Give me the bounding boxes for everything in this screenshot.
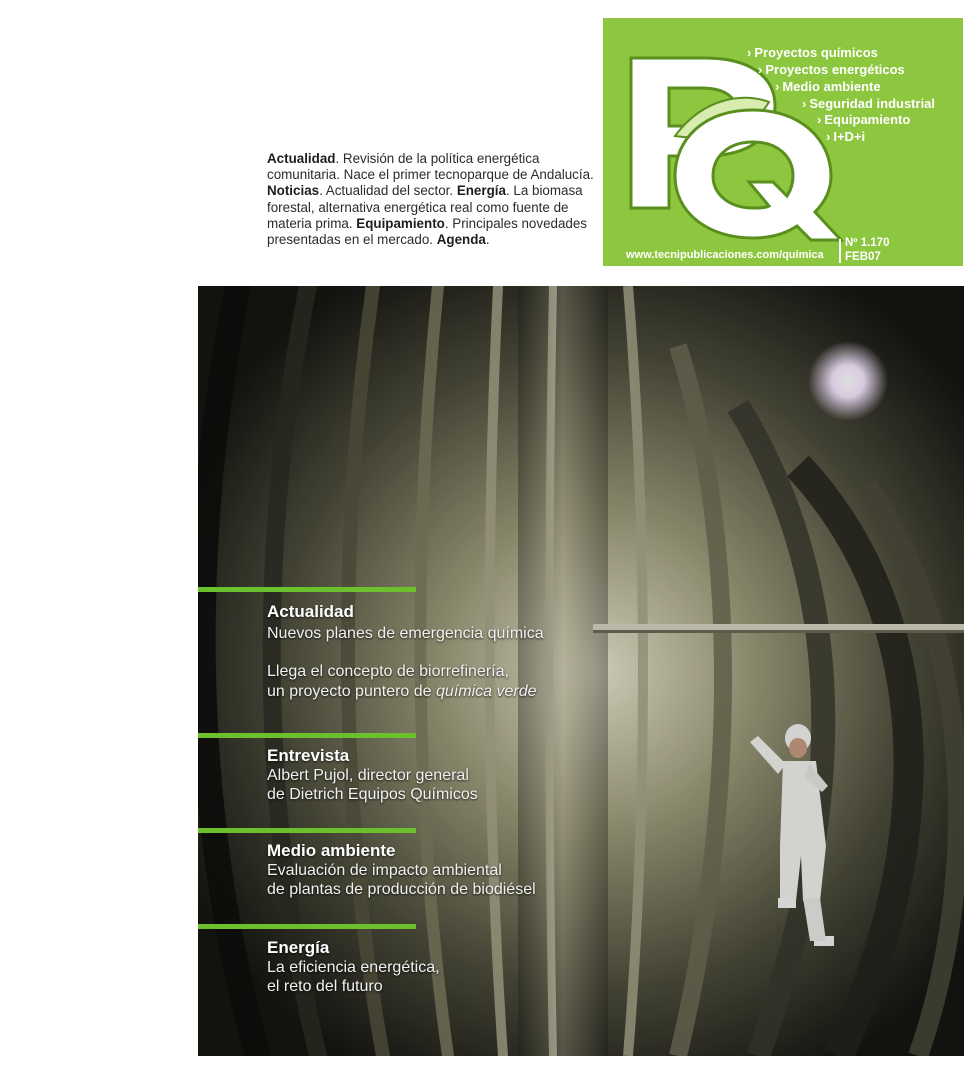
logo-section-menu xyxy=(603,18,963,178)
section-line: un proyecto puntero de química verde xyxy=(267,683,537,700)
intro-summary xyxy=(267,151,597,248)
pq-logo-block xyxy=(603,18,963,266)
intro-label-agenda: Agenda xyxy=(436,232,486,248)
section-line: el reto del futuro xyxy=(267,978,383,995)
section-line: de Dietrich Equipos Químicos xyxy=(267,786,478,803)
section-title-actualidad: Actualidad xyxy=(267,602,354,621)
intro-text-noticias: . Actualidad del sector. xyxy=(319,183,457,199)
section-line: Llega el concepto de biorrefinería, xyxy=(267,663,509,680)
publication-url: www.tecnipublicaciones.com/quimica xyxy=(626,249,824,261)
cover-photo xyxy=(198,286,964,1056)
chevron-right-icon: › xyxy=(775,79,780,94)
section-line-italic: química verde xyxy=(436,683,537,700)
intro-text-equipamiento: . Principales novedades presentadas en el mercado. xyxy=(267,215,588,248)
menu-item-equipamiento: › Equipamiento xyxy=(817,112,911,127)
menu-item-medio-ambiente: › Medio ambiente xyxy=(775,79,881,94)
issue-date: FEB07 xyxy=(845,251,881,263)
section-line: Nuevos planes de emergencia química xyxy=(267,625,544,642)
section-accent-bar xyxy=(198,924,416,929)
intro-text-actualidad: . Revisión de la política energética comunitaria. Nace el primer tecnoparque de Andalucía. xyxy=(267,151,594,183)
section-accent-bar xyxy=(198,733,416,738)
section-line: La eficiencia energética, xyxy=(267,959,440,976)
menu-item-proyectos-energeticos: › Proyectos energéticos xyxy=(758,62,905,77)
section-title-energia: Energía xyxy=(267,938,330,957)
chevron-right-icon: › xyxy=(817,112,822,127)
menu-item-idi: › I+D+i xyxy=(826,129,866,144)
section-title-entrevista: Entrevista xyxy=(267,746,350,765)
divider xyxy=(839,239,841,263)
section-title-medio-ambiente: Medio ambiente xyxy=(267,841,396,860)
issue-info xyxy=(845,236,889,264)
menu-item-seguridad-industrial: › Seguridad industrial xyxy=(802,96,936,111)
section-line: de plantas de producción de biodiésel xyxy=(267,881,536,898)
issue-number: Nº 1.170 xyxy=(845,237,890,249)
menu-item-proyectos-quimicos: › Proyectos químicos xyxy=(747,45,878,60)
intro-label-equipamiento: Equipamiento xyxy=(356,215,445,231)
intro-text-energia: . La biomasa forestal, alternativa energética real como fuente de materia prima. xyxy=(267,183,583,231)
section-line: Albert Pujol, director general xyxy=(267,767,469,784)
intro-label-actualidad: Actualidad xyxy=(267,151,336,166)
section-accent-bar xyxy=(198,828,416,833)
chevron-right-icon: › xyxy=(802,96,807,111)
section-accent-bar xyxy=(198,587,416,592)
intro-text-agenda: . xyxy=(485,232,490,248)
chevron-right-icon: › xyxy=(747,45,752,60)
section-line: Evaluación de impacto ambiental xyxy=(267,862,502,879)
intro-label-energia: Energía xyxy=(456,183,506,199)
intro-label-noticias: Noticias xyxy=(267,183,320,199)
chevron-right-icon: › xyxy=(758,62,763,77)
chevron-right-icon: › xyxy=(826,129,831,144)
